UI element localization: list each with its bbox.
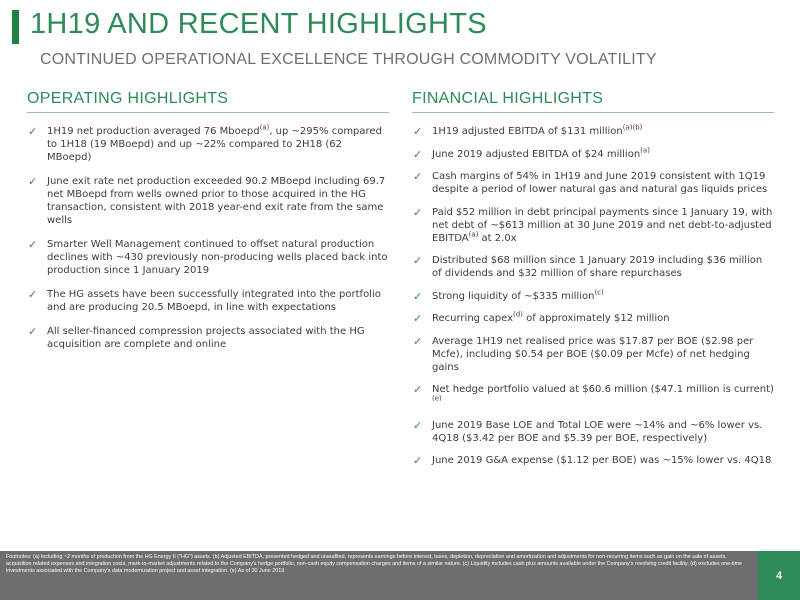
bullet-text: June 2019 Base LOE and Total LOE were ~14% and ~6% lower vs. 4Q18 ($3.42 per BOE and $5.39 per BOE, respectively) bbox=[432, 419, 763, 444]
bullet-item bbox=[412, 454, 774, 467]
page-number: 4 bbox=[758, 551, 800, 600]
checkmark-icon: ✓ bbox=[413, 147, 423, 161]
bullet-text: Distributed $68 million since 1 January 2019 including $36 million of dividends and $32 million of share repurchases bbox=[432, 255, 763, 279]
bullet-text: All seller-financed compression projects associated with the HG acquisition are complete and online bbox=[47, 326, 365, 350]
bullet-text: The HG assets have been successfully integrated into the portfolio and are producing 20.5 MBoepd, in line with expectations bbox=[47, 289, 381, 313]
footnote-ref: (a)(b) bbox=[622, 123, 643, 132]
bullet-text: June exit rate net production exceeded 90.2 MBoepd including 69.7 net MBoepd from wells owned prior to those acquired in the HG transaction, consistent with 2018 year-end exit rate from the same wells bbox=[47, 176, 386, 226]
bullet-item bbox=[412, 335, 774, 374]
footnote-ref: (a) bbox=[259, 123, 270, 132]
bullet-item bbox=[412, 312, 774, 325]
checkmark-icon: ✓ bbox=[413, 334, 423, 348]
bullet-item bbox=[412, 254, 774, 280]
page-title: 1H19 AND RECENT HIGHLIGHTS bbox=[30, 8, 487, 40]
checkmark-icon: ✓ bbox=[28, 175, 38, 188]
financial-highlights-list bbox=[412, 125, 774, 467]
checkmark-icon: ✓ bbox=[413, 289, 423, 303]
bullet-text: Average 1H19 net realised price was $17.87 per BOE ($2.98 per Mcfe), including $0.54 per BOE ($0.09 per Mcfe) of net hedging gains bbox=[432, 335, 754, 373]
bullet-item bbox=[412, 148, 774, 161]
bullet-item bbox=[412, 125, 774, 138]
page-subtitle: CONTINUED OPERATIONAL EXCELLENCE THROUGH COMMODITY VOLATILITY bbox=[40, 51, 657, 68]
checkmark-icon: ✓ bbox=[413, 254, 423, 267]
checkmark-icon: ✓ bbox=[413, 454, 423, 467]
bullet-item bbox=[27, 125, 389, 164]
bullet-item bbox=[412, 206, 774, 245]
bullet-text: Paid $52 million in debt principal payments since 1 January 19, with net debt of ~$613 million at 30 June 2019 and net debt-to-adjusted EBITDA bbox=[432, 206, 773, 244]
operating-highlights-column bbox=[27, 90, 389, 362]
bullet-text: Cash margins of 54% in 1H19 and June 2019 consistent with 1Q19 despite a period of lower natural gas and natural gas liquids prices bbox=[432, 171, 768, 195]
bullet-text: June 2019 adjusted EBITDA of $24 million bbox=[432, 148, 641, 160]
footnote-ref: (c) bbox=[594, 288, 604, 297]
bullet-item bbox=[412, 170, 774, 196]
bullet-text: Net hedge portfolio valued at $60.6 million ($47.1 million is current) bbox=[432, 384, 774, 395]
bullet-text: June 2019 G&A expense ($1.12 per BOE) was ~15% lower vs. 4Q18 bbox=[432, 455, 772, 466]
bullet-text: 1H19 adjusted EBITDA of $131 million bbox=[432, 126, 623, 137]
footnote-ref: (a) bbox=[640, 146, 650, 155]
bullet-item bbox=[27, 238, 389, 277]
financial-highlights-heading: FINANCIAL HIGHLIGHTS bbox=[412, 90, 774, 113]
checkmark-icon: ✓ bbox=[28, 125, 38, 138]
checkmark-icon: ✓ bbox=[28, 325, 38, 338]
footnote-ref: (a) bbox=[468, 230, 479, 239]
checkmark-icon: ✓ bbox=[28, 238, 38, 251]
bullet-item bbox=[412, 419, 774, 445]
checkmark-icon: ✓ bbox=[413, 312, 423, 325]
bullet-text: at 2.0x bbox=[478, 232, 517, 244]
bullet-item bbox=[412, 290, 774, 303]
footnotes: Footnotes: (a) including ~2 months of production from the HG Energy II ("HG") assets. (b) Adjusted EBITDA, presented hedged and unaudited, represents earnings before interest, taxes, depletion, depreciation and amortization and adjustments for non-recurring items such as gain on the sale of assets, acquisition related expenses and integration costs, mark-to-market adjustments related to the Company's hedge portfolio, non-cash equity compensation charges and items of a similar nature. (c) Liquidity includes cash plus amounts available under the Company's revolving credit facility. (d) excludes one-time investments associated with the Company's data modernization project and asset integration. (e) As of 30 June 2019 bbox=[0, 551, 758, 600]
checkmark-icon: ✓ bbox=[413, 383, 423, 396]
checkmark-icon: ✓ bbox=[413, 170, 423, 183]
bullet-text: Recurring capex bbox=[432, 313, 514, 324]
checkmark-icon: ✓ bbox=[413, 125, 423, 138]
bullet-item bbox=[27, 175, 389, 227]
bullet-text: 1H19 net production averaged 76 Mboepd bbox=[47, 126, 260, 137]
bullet-item bbox=[27, 288, 389, 314]
checkmark-icon: ✓ bbox=[28, 288, 38, 301]
bullet-text: of approximately $12 million bbox=[522, 313, 670, 324]
bullet-text: , up ~295% compared to 1H18 (19 MBoepd) and up ~22% compared to 2H18 (62 MBoepd) bbox=[47, 126, 382, 163]
operating-highlights-list bbox=[27, 125, 389, 351]
bullet-text: Strong liquidity of ~$335 million bbox=[432, 290, 595, 302]
bullet-item bbox=[412, 383, 774, 409]
bullet-item bbox=[27, 325, 389, 351]
bullet-text: Smarter Well Management continued to offset natural production declines with ~430 previously non-producing wells placed back into production since 1 January 2019 bbox=[47, 239, 388, 276]
operating-highlights-heading: OPERATING HIGHLIGHTS bbox=[27, 90, 389, 113]
checkmark-icon: ✓ bbox=[413, 205, 423, 219]
checkmark-icon: ✓ bbox=[413, 418, 423, 432]
footnote-ref: (d) bbox=[513, 310, 523, 319]
title-accent-bar bbox=[12, 10, 19, 44]
footnote-ref: (e) bbox=[432, 394, 442, 403]
financial-highlights-column bbox=[412, 90, 774, 477]
